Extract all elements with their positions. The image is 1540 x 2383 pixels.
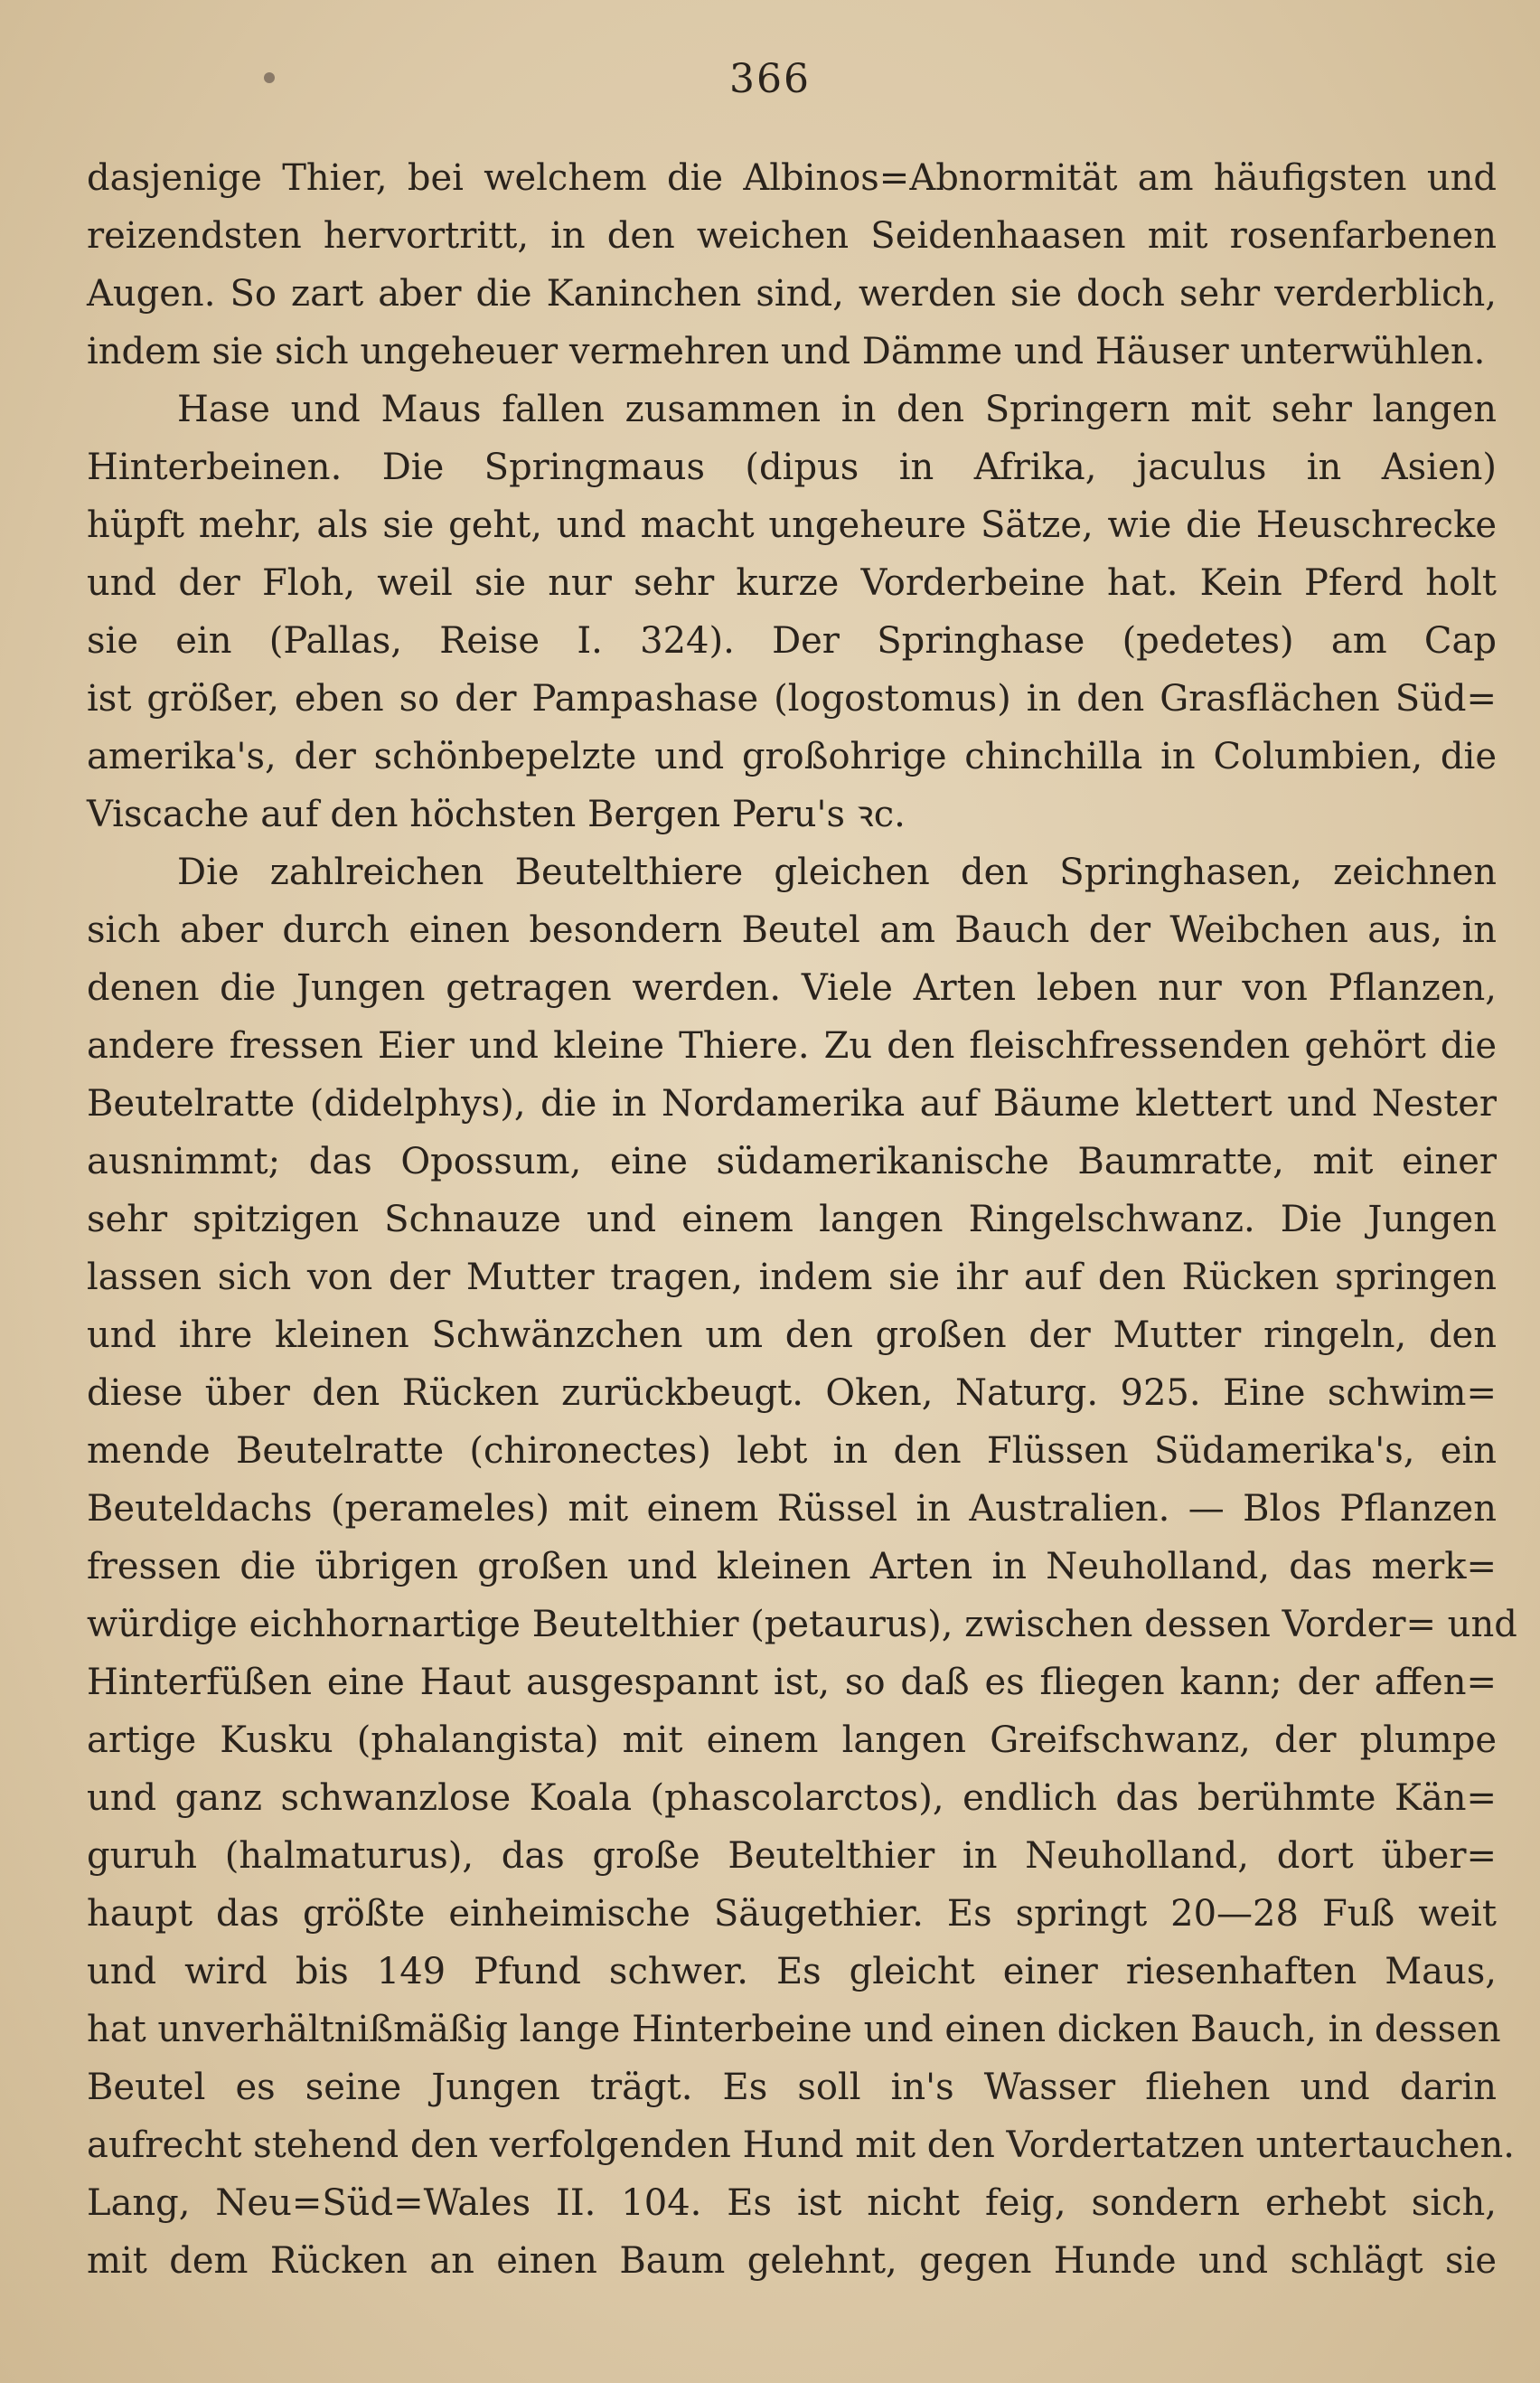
text-line: würdige eichhornartige Beutelthier (petaurus), zwischen dessen Vorder= und bbox=[87, 1604, 1517, 1645]
text-line: haupt das größte einheimische Säugethier. Es springt 20—28 Fuß weit bbox=[87, 1893, 1497, 1935]
text-line: denen die Jungen getragen werden. Viele Arten leben nur von Pflanzen, bbox=[87, 967, 1497, 1009]
body-text bbox=[87, 149, 1517, 2290]
text-line: mit dem Rücken an einen Baum gelehnt, gegen Hunde und schlägt sie bbox=[87, 2240, 1497, 2282]
text-line: Hinterbeinen. Die Springmaus (dipus in Afrika, jaculus in Asien) bbox=[87, 447, 1497, 488]
text-line: ist größer, eben so der Pampashase (logostomus) in den Grasflächen Süd= bbox=[87, 678, 1497, 720]
text-line: Beutelratte (didelphys), die in Nordamerika auf Bäume klettert und Nester bbox=[87, 1083, 1497, 1125]
text-line: Hinterfüßen eine Haut ausgespannt ist, so daß es fliegen kann; der affen= bbox=[87, 1662, 1497, 1703]
text-line: Die zahlreichen Beutelthiere gleichen den Springhasen, zeichnen bbox=[177, 852, 1497, 893]
text-line: Augen. So zart aber die Kaninchen sind, werden sie doch sehr verderblich, bbox=[87, 273, 1497, 315]
text-line: guruh (halmaturus), das große Beutelthier in Neuholland, dort über= bbox=[87, 1835, 1497, 1877]
text-line: Beutel es seine Jungen trägt. Es soll in's Wasser fliehen und darin bbox=[87, 2067, 1497, 2108]
text-line: mende Beutelratte (chironectes) lebt in den Flüssen Südamerika's, ein bbox=[87, 1430, 1497, 1472]
text-line: und der Floh, weil sie nur sehr kurze Vorderbeine hat. Kein Pferd holt bbox=[87, 562, 1497, 604]
text-line: indem sie sich ungeheuer vermehren und Dämme und Häuser unterwühlen. bbox=[87, 331, 1486, 372]
text-line: sich aber durch einen besondern Beutel am Bauch der Weibchen aus, in bbox=[87, 909, 1497, 951]
text-line: artige Kusku (phalangista) mit einem langen Greifschwanz, der plumpe bbox=[87, 1719, 1497, 1761]
text-line: Beuteldachs (perameles) mit einem Rüssel in Australien. — Blos Pflanzen bbox=[87, 1488, 1497, 1530]
text-line: Hase und Maus fallen zusammen in den Springern mit sehr langen bbox=[177, 389, 1497, 430]
text-line: lassen sich von der Mutter tragen, indem sie ihr auf den Rücken springen bbox=[87, 1257, 1497, 1298]
text-line: aufrecht stehend den verfolgenden Hund mit den Vordertatzen untertauchen. bbox=[87, 2124, 1515, 2166]
text-line: diese über den Rücken zurückbeugt. Oken, Naturg. 925. Eine schwim= bbox=[87, 1372, 1497, 1414]
text-line: reizendsten hervortritt, in den weichen Seidenhaasen mit rosenfarbenen bbox=[87, 215, 1497, 257]
text-line: dasjenige Thier, bei welchem die Albinos=Abnormität am häufigsten und bbox=[87, 157, 1497, 199]
text-line: andere fressen Eier und kleine Thiere. Zu den fleischfressenden gehört die bbox=[87, 1025, 1497, 1067]
text-line: Viscache auf den höchsten Bergen Peru's ꝛc. bbox=[87, 794, 906, 835]
text-line: fressen die übrigen großen und kleinen Arten in Neuholland, das merk= bbox=[87, 1546, 1497, 1587]
text-line: hüpft mehr, als sie geht, und macht ungeheure Sätze, wie die Heuschrecke bbox=[87, 504, 1497, 546]
text-line: amerika's, der schönbepelzte und großohrige chinchilla in Columbien, die bbox=[87, 736, 1497, 777]
text-line: und ihre kleinen Schwänzchen um den großen der Mutter ringeln, den bbox=[87, 1314, 1497, 1356]
page-number: 366 bbox=[729, 56, 811, 102]
text-line: und wird bis 149 Pfund schwer. Es gleicht einer riesenhaften Maus, bbox=[87, 1951, 1497, 1992]
text-line: Lang, Neu=Süd=Wales II. 104. Es ist nicht feig, sondern erhebt sich, bbox=[87, 2182, 1497, 2224]
text-line: ausnimmt; das Opossum, eine südamerikanische Baumratte, mit einer bbox=[87, 1141, 1497, 1182]
text-line: sehr spitzigen Schnauze und einem langen Ringelschwanz. Die Jungen bbox=[87, 1199, 1497, 1240]
text-line: und ganz schwanzlose Koala (phascolarctos), endlich das berühmte Kän= bbox=[87, 1777, 1497, 1819]
text-line: sie ein (Pallas, Reise I. 324). Der Springhase (pedetes) am Cap bbox=[87, 620, 1497, 662]
text-line: hat unverhältnißmäßig lange Hinterbeine und einen dicken Bauch, in dessen bbox=[87, 2009, 1501, 2050]
